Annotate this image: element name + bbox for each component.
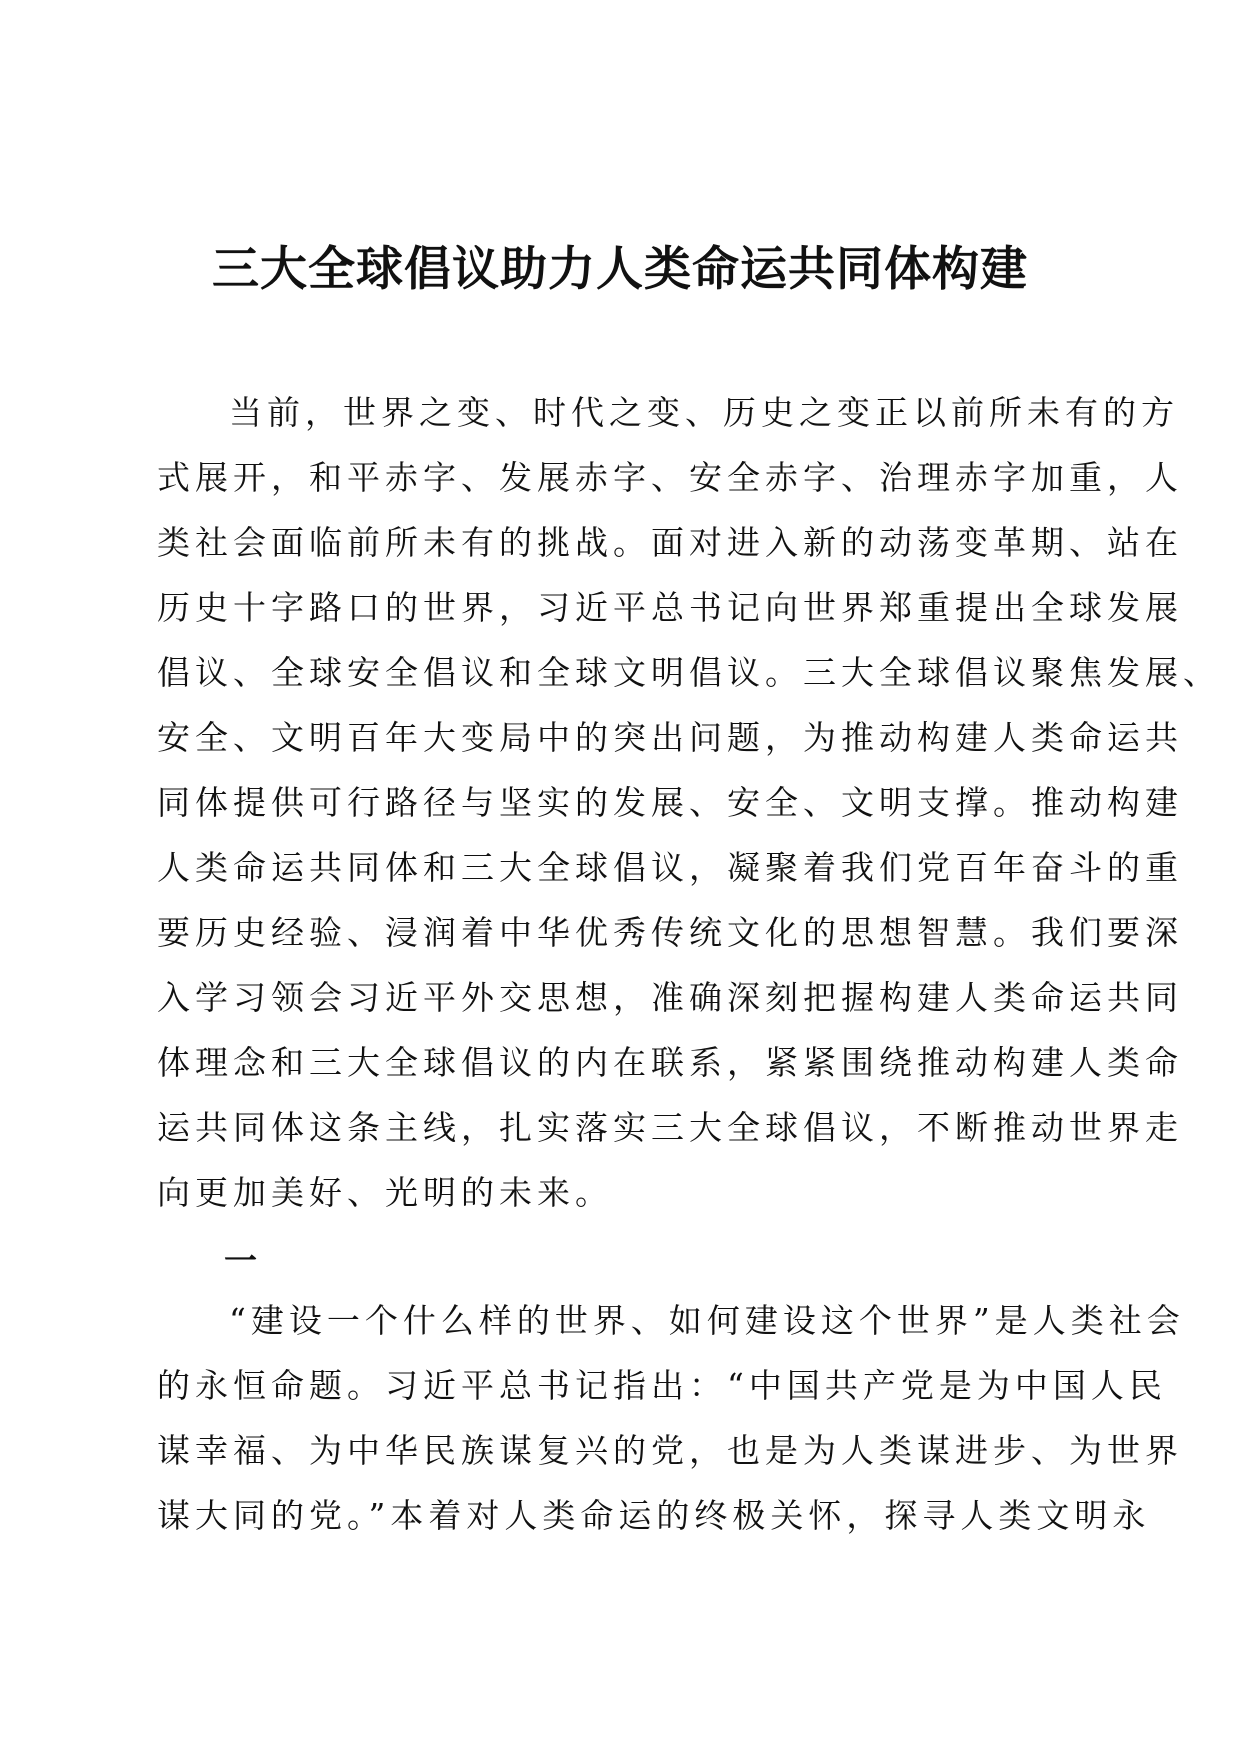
paragraph-line: 运共同体这条主线，扎实落实三大全球倡议，不断推动世界走 [157,1108,1183,1147]
paragraph-line: 类社会面临前所未有的挑战。面对进入新的动荡变革期、站在 [157,523,1183,562]
paragraph-line: 当前，世界之变、时代之变、历史之变正以前所未有的方 [229,393,1179,432]
paragraph-line: 谋幸福、为中华民族谋复兴的党，也是为人类谋进步、为世界 [157,1431,1183,1470]
paragraph-line: 要历史经验、浸润着中华优秀传统文化的思想智慧。我们要深 [157,913,1183,952]
paragraph-line: 谋大同的党。”本着对人类命运的终极关怀，探寻人类文明永 [157,1496,1151,1535]
paragraph-1 [157,380,1221,1230]
paragraph-line: 人类命运共同体和三大全球倡议，凝聚着我们党百年奋斗的重 [157,848,1183,887]
document-title: 三大全球倡议助力人类命运共同体构建 [212,242,1028,297]
paragraph-line: 的永恒命题。习近平总书记指出：“中国共产党是为中国人民 [157,1366,1167,1405]
section-number: 一 [224,1241,257,1280]
paragraph-line: 式展开，和平赤字、发展赤字、安全赤字、治理赤字加重，人 [157,458,1183,497]
paragraph-line: 安全、文明百年大变局中的突出问题，为推动构建人类命运共 [157,718,1183,757]
paragraph-line: 向更加美好、光明的未来。 [157,1173,613,1212]
paragraph-line: 入学习领会习近平外交思想，准确深刻把握构建人类命运共同 [157,978,1183,1017]
paragraph-line: 倡议、全球安全倡议和全球文明倡议。三大全球倡议聚焦发展、 [157,653,1221,692]
paragraph-line: 同体提供可行路径与坚实的发展、安全、文明支撑。推动构建 [157,783,1183,822]
paragraph-line: 体理念和三大全球倡议的内在联系，紧紧围绕推动构建人类命 [157,1043,1183,1082]
paragraph-2 [157,1288,1185,1678]
paragraph-line: “建设一个什么样的世界、如何建设这个世界”是人类社会 [229,1301,1185,1340]
paragraph-line: 历史十字路口的世界，习近平总书记向世界郑重提出全球发展 [157,588,1183,627]
